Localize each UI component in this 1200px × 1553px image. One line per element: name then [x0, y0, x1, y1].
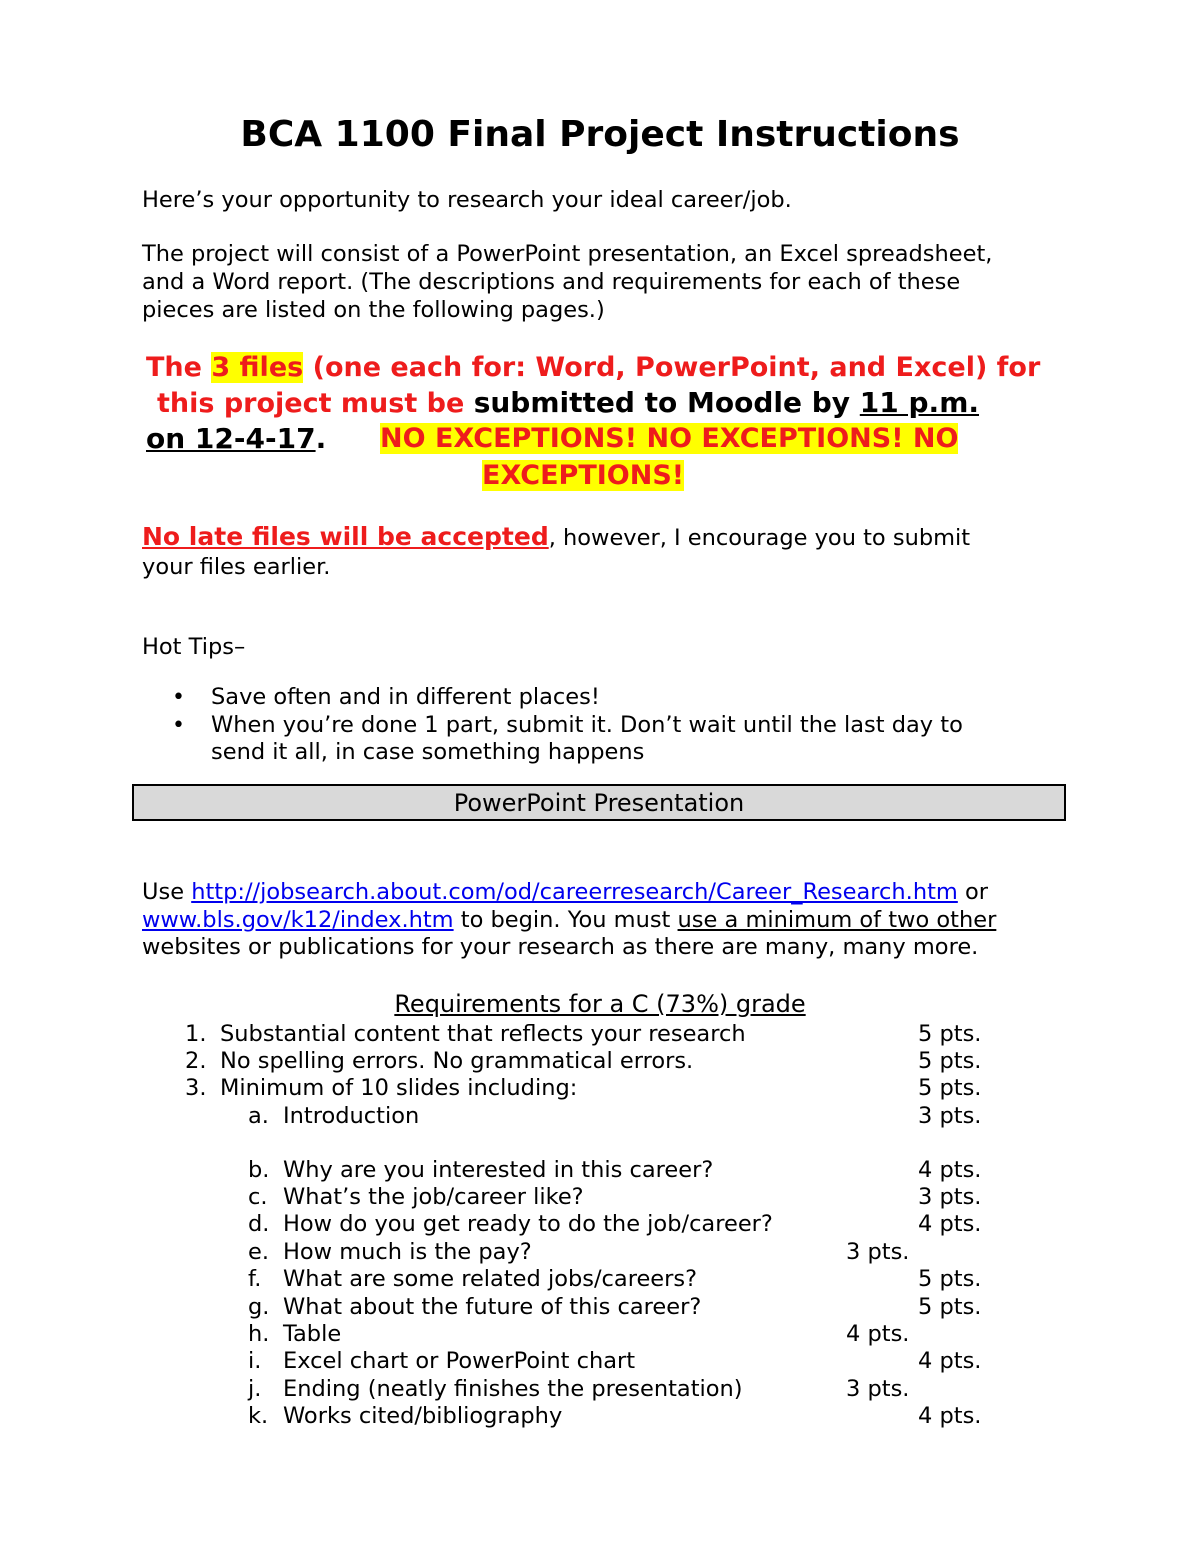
list-item-marker: d. [248, 1211, 270, 1237]
list-item-text: Table [283, 1321, 342, 1347]
list-item-points: 4 pts. [846, 1321, 910, 1347]
list-item-text: Excel chart or PowerPoint chart [283, 1348, 636, 1374]
deadline-line-2 [157, 385, 979, 422]
deadline-file-count: 3 files [211, 352, 304, 383]
project-line-1: The project will consist of a PowerPoint presentation, an Excel spreadsheet, [142, 241, 993, 267]
list-item-text: Ending (neatly finishes the presentation) [283, 1376, 743, 1402]
late-text: , however, I encourage you to submit [548, 525, 971, 551]
use-text-1: Use [142, 879, 192, 905]
list-item-text: What about the future of this career? [283, 1294, 702, 1320]
deadline-submit-text: submitted to Moodle by [473, 386, 860, 419]
list-item-marker: k. [248, 1403, 269, 1429]
list-item-points: 5 pts. [918, 1294, 982, 1320]
no-exceptions-text-2: EXCEPTIONS! [482, 460, 685, 491]
list-item-points: 4 pts. [918, 1403, 982, 1429]
use-text-2: or [957, 879, 988, 905]
deadline-line-3 [146, 421, 326, 457]
list-item-text: No spelling errors. No grammatical errors. [220, 1048, 694, 1074]
page-title: BCA 1100 Final Project Instructions [240, 114, 960, 155]
list-item-points: 5 pts. [918, 1021, 982, 1047]
list-item-marker: g. [248, 1294, 270, 1320]
use-line-3: websites or publications for your research as there are many, many more. [142, 934, 979, 960]
deadline-line-1 [146, 350, 1040, 386]
list-item-text: Works cited/bibliography [283, 1403, 563, 1429]
list-item-points: 3 pts. [846, 1239, 910, 1265]
use-line-1 [142, 878, 988, 906]
list-item-text: Minimum of 10 slides including: [220, 1075, 578, 1101]
use-line-2 [142, 906, 996, 934]
list-item-text: Why are you interested in this career? [283, 1157, 714, 1183]
deadline-time: 11 p.m. [859, 386, 980, 419]
list-item-points: 3 pts. [918, 1184, 982, 1210]
list-item-points: 5 pts. [918, 1266, 982, 1292]
career-research-link[interactable]: http://jobsearch.about.com/od/careerresearch/Career_Research.htm [191, 879, 958, 905]
list-item-marker: f. [248, 1266, 262, 1292]
list-item-points: 5 pts. [918, 1075, 982, 1101]
list-item-marker: j. [248, 1376, 262, 1402]
deadline-period: . [315, 422, 327, 455]
list-item-text: How do you get ready to do the job/career? [283, 1211, 773, 1237]
list-item-text: What are some related jobs/careers? [283, 1266, 698, 1292]
deadline-text-2: (one each for: Word, PowerPoint, and Excel) for [303, 352, 1041, 383]
hot-tip-1: Save often and in different places! [211, 684, 600, 710]
list-item-points: 3 pts. [846, 1376, 910, 1402]
use-text-3: to begin. You must [453, 907, 678, 933]
use-text-4: use a minimum of two other [677, 907, 997, 933]
list-item-text: How much is the pay? [283, 1239, 532, 1265]
deadline-exceptions-1 [380, 421, 958, 457]
list-item-text: Introduction [283, 1103, 420, 1129]
list-item-marker: 1. [185, 1021, 207, 1047]
late-warning: No late files will be accepted [142, 522, 549, 551]
requirements-heading: Requirements for a C (73%) grade [394, 990, 806, 1018]
list-item-points: 4 pts. [918, 1157, 982, 1183]
project-line-3: pieces are listed on the following pages.) [142, 297, 605, 323]
deadline-text-3: this project must be [157, 388, 474, 419]
list-item-marker: h. [248, 1321, 270, 1347]
list-item-points: 3 pts. [918, 1103, 982, 1129]
bls-link[interactable]: www.bls.gov/k12/index.htm [142, 907, 454, 933]
list-item-marker: 2. [185, 1048, 207, 1074]
list-item-points: 5 pts. [918, 1048, 982, 1074]
bullet-icon: • [172, 685, 185, 710]
list-item-marker: a. [248, 1103, 269, 1129]
project-line-2: and a Word report. (The descriptions and requirements for each of these [142, 269, 961, 295]
list-item-marker: b. [248, 1157, 270, 1183]
list-item-points: 4 pts. [918, 1211, 982, 1237]
list-item-marker: i. [248, 1348, 262, 1374]
list-item-marker: c. [248, 1184, 268, 1210]
bullet-icon: • [172, 713, 185, 738]
list-item-marker: e. [248, 1239, 269, 1265]
list-item-text: What’s the job/career like? [283, 1184, 584, 1210]
deadline-text-1: The [146, 352, 212, 383]
list-item-text: Substantial content that reflects your research [220, 1021, 746, 1047]
hot-tip-2b: send it all, in case something happens [211, 739, 645, 765]
list-item-points: 4 pts. [918, 1348, 982, 1374]
late-line-2: your files earlier. [142, 554, 331, 580]
intro-text: Here’s your opportunity to research your ideal career/job. [142, 187, 792, 213]
deadline-exceptions-2 [482, 458, 684, 494]
list-item-marker: 3. [185, 1075, 207, 1101]
late-line-1 [142, 522, 970, 552]
deadline-date: on 12-4-17 [146, 422, 316, 455]
no-exceptions-text-1: NO EXCEPTIONS! NO EXCEPTIONS! NO [380, 423, 959, 454]
hot-tips-heading: Hot Tips– [142, 634, 246, 660]
hot-tip-2a: When you’re done 1 part, submit it. Don’t wait until the last day to [211, 712, 963, 738]
section-title: PowerPoint Presentation [453, 789, 745, 817]
